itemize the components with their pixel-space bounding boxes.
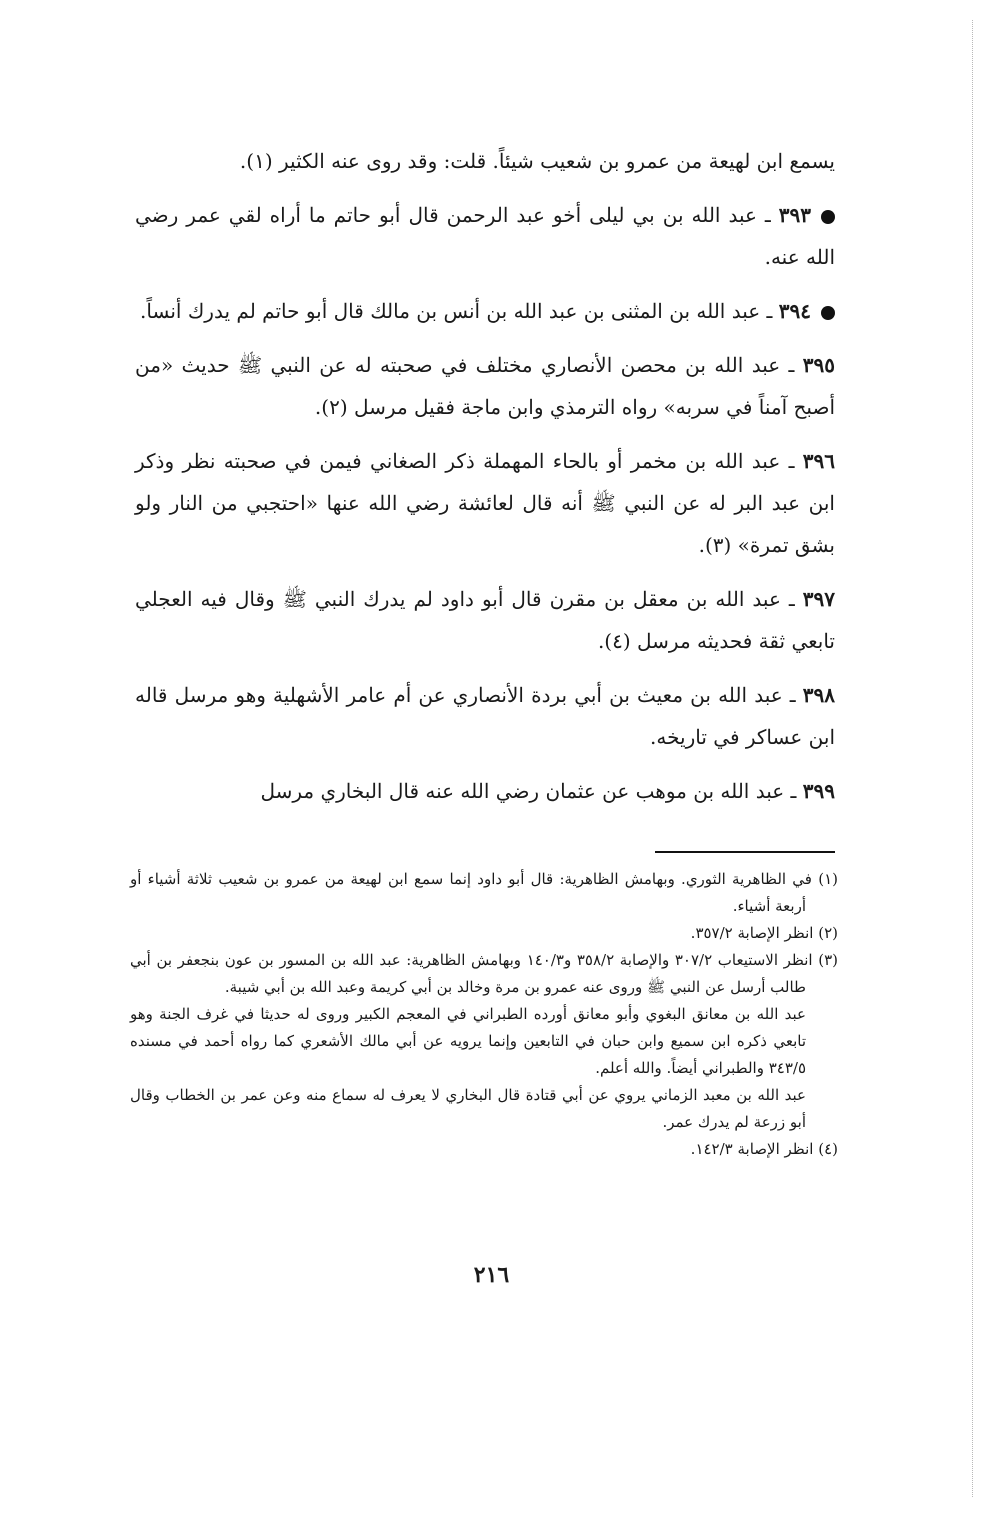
page-number: ٢١٦ bbox=[473, 1262, 510, 1288]
footnote-marker: (١) bbox=[818, 870, 838, 888]
entry-number: ٣٩٥ bbox=[802, 353, 835, 377]
entry-396 bbox=[135, 440, 835, 566]
paragraph-text: يسمع ابن لهيعة من عمرو بن شعيب شيئاً. قلت: وقد روى عنه الكثير (١). bbox=[239, 149, 835, 173]
footnote-text: عبد الله بن معانق البغوي وأبو معانق أورده الطبراني في المعجم الكبير وروى له حديثا في غرف الجنة وهو تابعي ذكره ابن سميع وابن حبان في التابعين وإنما يرويه عن أبي مالك الأشعري كما رواه أحمد في مسنده ٣٤٣/٥ والطبراني أيضاً. والله أعلم. bbox=[130, 1005, 806, 1077]
footnotes bbox=[130, 866, 838, 1163]
footnote-text: انظر الإصابة ١٤٢/٣. bbox=[690, 1140, 814, 1158]
footnote-separator bbox=[655, 851, 835, 853]
entry-393 bbox=[135, 194, 835, 278]
entry-number: ٣٩٨ bbox=[802, 683, 835, 707]
footnote-text: انظر الإصابة ٣٥٧/٢. bbox=[690, 924, 814, 942]
entry-number: ٣٩٩ bbox=[802, 779, 835, 803]
footnote-text: في الظاهرية الثوري. وبهامش الظاهرية: قال أبو داود إنما سمع ابن لهيعة من عمرو بن شعيب ثلاثة أشياء أو أربعة أشياء. bbox=[130, 870, 812, 915]
entry-text: ـ عبد الله بن موهب عن عثمان رضي الله عنه قال البخاري مرسل bbox=[260, 779, 803, 803]
footnote-4 bbox=[130, 1136, 838, 1163]
entry-text: ـ عبد الله بن معقل بن مقرن قال أبو داود لم يدرك النبي ﷺ وقال فيه العجلي تابعي ثقة فحديثه مرسل (٤). bbox=[135, 587, 835, 653]
entry-398 bbox=[135, 674, 835, 758]
bullet-dot-icon bbox=[821, 210, 835, 224]
entry-number: ٣٩٦ bbox=[802, 449, 835, 473]
footnote-3-continuation bbox=[130, 1001, 838, 1082]
footnote-3 bbox=[130, 947, 838, 1001]
entry-number: ٣٩٤ bbox=[778, 299, 811, 323]
entry-number: ٣٩٣ bbox=[778, 203, 811, 227]
entry-397 bbox=[135, 578, 835, 662]
entry-395 bbox=[135, 344, 835, 428]
entry-text: ـ عبد الله بن المثنى بن عبد الله بن أنس بن مالك قال أبو حاتم لم يدرك أنساً. bbox=[140, 299, 779, 323]
footnote-text: انظر الاستيعاب ٣٠٧/٢ والإصابة ٣٥٨/٢ و١٤٠/٣ وبهامش الظاهرية: عبد الله بن المسور بن عون بنجعفر بن أبي طالب أرسل عن النبي ﷺ وروى عنه عمرو بن مرة وخالد بن أبي كريمة وعبد الله بن أبي شيبة. bbox=[130, 951, 813, 996]
paragraph-continuation bbox=[135, 140, 835, 182]
footnote-marker: (٣) bbox=[818, 951, 838, 969]
main-text bbox=[135, 140, 835, 824]
bullet-dot-icon bbox=[821, 306, 835, 320]
entry-399 bbox=[135, 770, 835, 812]
entry-number: ٣٩٧ bbox=[802, 587, 835, 611]
footnote-text: عبد الله بن معبد الزماني يروي عن أبي قتادة قال البخاري لا يعرف له سماع منه وعن عمر بن الخطاب وقال أبو زرعة لم يدرك عمر. bbox=[130, 1086, 806, 1131]
footnote-marker: (٢) bbox=[818, 924, 838, 942]
entry-text: ـ عبد الله بن مخمر أو بالحاء المهملة ذكر الصغاني فيمن في صحبته نظر وذكر ابن عبد البر له عن النبي ﷺ أنه قال لعائشة رضي الله عنها «احتجبي من النار ولو بشق تمرة» (٣). bbox=[135, 449, 835, 557]
footnote-3-continuation bbox=[130, 1082, 838, 1136]
footnote-1 bbox=[130, 866, 838, 920]
entry-text: ـ عبد الله بن بي ليلى أخو عبد الرحمن قال أبو حاتم ما أراه لقي عمر رضي الله عنه. bbox=[135, 203, 835, 269]
footnote-marker: (٤) bbox=[818, 1140, 838, 1158]
entry-text: ـ عبد الله بن معيث بن أبي بردة الأنصاري عن أم عامر الأشهلية وهو مرسل قاله ابن عساكر في تاريخه. bbox=[135, 683, 835, 749]
footnote-2 bbox=[130, 920, 838, 947]
entry-394 bbox=[135, 290, 835, 332]
entry-text: ـ عبد الله بن محصن الأنصاري مختلف في صحبته له عن النبي ﷺ حديث «من أصبح آمناً في سربه» رواه الترمذي وابن ماجة فقيل مرسل (٢). bbox=[135, 353, 835, 419]
